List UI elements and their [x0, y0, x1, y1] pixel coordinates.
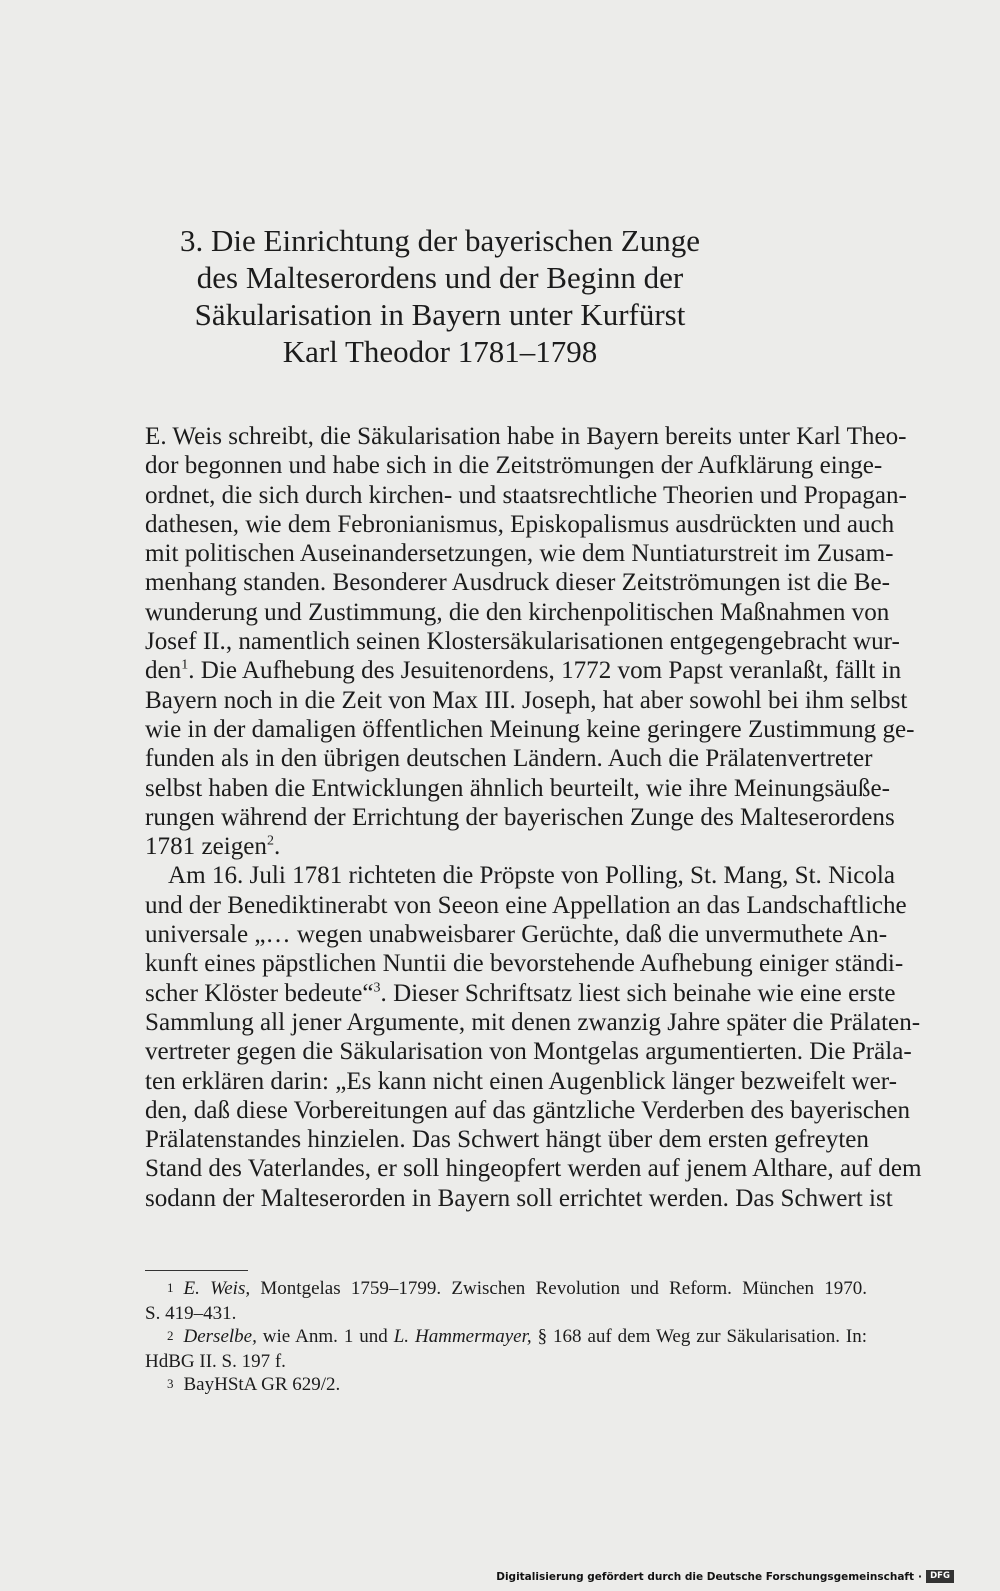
text-fragment: den [145, 657, 182, 685]
footnote-ref: 3 [373, 980, 381, 996]
text-line: E. Weis schreibt, die Säkularisation habe in Bayern bereits unter Karl Theo- [145, 423, 907, 450]
footnote-1 [145, 1277, 867, 1302]
text-line: dathesen, wie dem Febronianismus, Episkopalismus ausdrückten und auch [145, 510, 895, 538]
credit-text: Digitalisierung gefördert durch die Deutsche Forschungsgemeinschaft [496, 1570, 914, 1583]
footnote-text: BayHStA GR 629/2. [183, 1374, 341, 1396]
text-line: Stand des Vaterlandes, er soll hingeopfert werden auf jenem Althare, auf dem [145, 1155, 922, 1183]
text-line: Prälatenstandes hinzielen. Das Schwert hängt über dem ersten gefreyten [145, 1126, 869, 1154]
text-line: vertreter gegen die Säkularisation von Montgelas argumentierten. Die Präla- [145, 1038, 912, 1066]
text-line: kunft eines päpstlichen Nuntii die bevorstehende Aufhebung einiger ständi- [145, 950, 904, 978]
text-line: sodann der Malteserorden in Bayern soll errichtet werden. Das Schwert ist [145, 1184, 893, 1212]
heading-line: des Malteserordens und der Beginn der [196, 260, 684, 295]
heading-line: Karl Theodor 1781–1798 [282, 334, 598, 369]
text-line: mit politischen Auseinandersetzungen, wie dem Nuntiaturstreit im Zusam- [145, 540, 894, 568]
digitization-credit [496, 1570, 954, 1583]
text-line: Bayern noch in die Zeit von Max III. Joseph, hat aber sowohl bei ihm selbst [145, 686, 908, 714]
text-line: den, daß diese Vorbereitungen auf das gäntzliche Verderben des bayerischen [145, 1096, 911, 1124]
footnote-1-cont: S. 419–431. [145, 1302, 237, 1324]
footnote-mark: 1 [167, 1280, 174, 1295]
text-fragment: scher Klöster bedeute“ [145, 979, 374, 1007]
text-line: Am 16. Juli 1781 richteten die Pröpste von Polling, St. Mang, St. Nicola [168, 862, 895, 890]
credit-separator: · [918, 1570, 922, 1583]
footnote-3 [145, 1373, 867, 1398]
text-line: ordnet, die sich durch kirchen- und staatsrechtliche Theorien und Propagan- [145, 481, 907, 509]
chapter-heading [150, 222, 730, 370]
text-line: menhang standen. Besonderer Ausdruck dieser Zeitströmungen ist die Be- [145, 569, 890, 597]
footnote-text: wie Anm. 1 und [262, 1326, 388, 1348]
text-line: wunderung und Zustimmung, die den kirchenpolitischen Maßnahmen von [145, 598, 890, 626]
footnote-author: E. Weis, [183, 1278, 251, 1299]
body-text [145, 422, 922, 1213]
footnote-author: L. Hammermayer, [393, 1326, 532, 1348]
heading-line: Säkularisation in Bayern unter Kurfürst [194, 297, 686, 332]
text-line [145, 832, 867, 861]
footnote-ref: 1 [181, 658, 189, 674]
text-line: selbst haben die Entwicklungen ähnlich beurteilt, wie ihre Meinungsäuße- [145, 774, 890, 802]
footnote-2-cont: HdBG II. S. 197 f. [145, 1350, 286, 1372]
footnotes [145, 1277, 867, 1398]
footnote-2 [145, 1325, 867, 1350]
footnote-mark: 3 [167, 1376, 174, 1392]
text-line: wie in der damaligen öffentlichen Meinung keine geringere Zustimmung ge- [145, 715, 915, 743]
text-line: ten erklären darin: „Es kann nicht einen Augenblick länger bezweifelt wer- [145, 1067, 897, 1095]
text-line: Sammlung all jener Argumente, mit denen zwanzig Jahre später die Prälaten- [145, 1008, 921, 1036]
text-line: rungen während der Errichtung der bayerischen Zunge des Malteserordens [145, 803, 895, 831]
heading-line: 3. Die Einrichtung der bayerischen Zunge [180, 223, 700, 258]
text-line: und der Benediktinerabt von Seeon eine Appellation an das Landschaftliche [145, 891, 907, 919]
text-line: Josef II., namentlich seinen Klostersäkularisationen entgegengebracht wur- [145, 628, 900, 656]
text-line: dor begonnen und habe sich in die Zeitströmungen der Aufklärung einge- [145, 452, 883, 480]
text-fragment: . Dieser Schriftsatz liest sich beinahe wie eine erste [380, 979, 896, 1007]
footnote-author: Derselbe, [183, 1326, 257, 1348]
footnote-text: Montgelas 1759–1799. Zwischen Revolution und Reform. München 1970. [260, 1278, 868, 1299]
text-line: universale „… wegen unabweisbarer Gerüchte, daß die unvermuthete An- [145, 921, 888, 949]
text-line: funden als in den übrigen deutschen Ländern. Auch die Prälatenvertreter [145, 745, 873, 773]
text-fragment: . Die Aufhebung des Jesuitenordens, 1772 vom Papst veranlaßt, fällt in [188, 657, 902, 685]
text-line [145, 979, 896, 1008]
text-line [145, 656, 902, 685]
footnote-text: § 168 auf dem Weg zur Säkularisation. In: [537, 1326, 868, 1348]
text-fragment: 1781 zeigen [145, 833, 267, 861]
footnote-ref: 2 [266, 833, 274, 849]
footnote-mark: 2 [167, 1328, 174, 1344]
dfg-logo-icon: DFG [926, 1570, 954, 1583]
footnote-divider [145, 1270, 248, 1271]
text-fragment: . [273, 833, 281, 861]
